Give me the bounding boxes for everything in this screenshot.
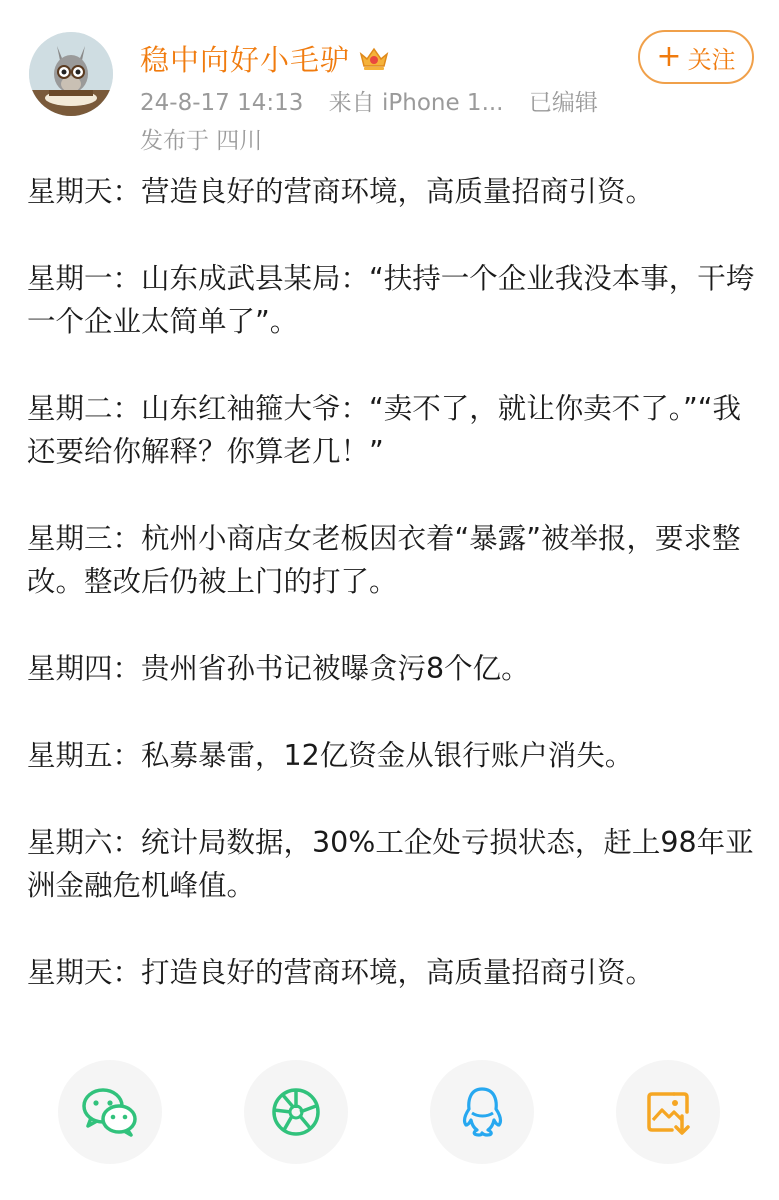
moments-icon	[270, 1086, 322, 1138]
post-paragraph: 星期二：山东红袖箍大爷：“卖不了，就让你卖不了。”“我还要给你解释？你算老几！”	[27, 392, 742, 468]
post-location: 发布于 四川	[140, 128, 263, 154]
post-paragraph: 星期一：山东成武县某局：“扶持一个企业我没本事，干垮一个企业太简单了”。	[27, 262, 755, 338]
post-body	[27, 170, 757, 1038]
share-bar	[0, 1060, 779, 1170]
save-image-icon	[644, 1088, 692, 1136]
share-qq-button[interactable]	[430, 1060, 534, 1164]
follow-button[interactable]	[638, 30, 754, 84]
post-paragraph: 星期天：打造良好的营商环境，高质量招商引资。	[27, 956, 655, 989]
post-meta	[140, 84, 616, 117]
avatar[interactable]	[29, 32, 113, 116]
post-paragraph: 星期四：贵州省孙书记被曝贪污8个亿。	[27, 652, 530, 685]
username[interactable]: 稳中向好小毛驴	[140, 42, 351, 77]
post-paragraph: 星期六：统计局数据，30%工企处亏损状态，赶上98年亚洲金融危机峰值。	[27, 826, 754, 902]
post-header	[0, 0, 779, 160]
wechat-icon	[81, 1086, 139, 1138]
post-paragraph: 星期天：营造良好的营商环境，高质量招商引资。	[27, 175, 655, 208]
crown-icon	[358, 44, 390, 72]
post-paragraph: 星期三：杭州小商店女老板因衣着“暴露”被举报，要求整改。整改后仍被上门的打了。	[27, 522, 741, 598]
follow-label: 关注	[687, 45, 736, 74]
share-wechat-button[interactable]	[58, 1060, 162, 1164]
username-row	[140, 38, 390, 78]
plus-icon: +	[656, 39, 682, 74]
post-time: 24-8-17 14:13	[140, 90, 304, 116]
avatar-image	[29, 32, 113, 116]
qq-icon	[459, 1085, 505, 1139]
save-image-button[interactable]	[616, 1060, 720, 1164]
post-paragraph: 星期五：私募暴雷，12亿资金从银行账户消失。	[27, 739, 634, 772]
edited-label[interactable]: 已编辑	[528, 90, 598, 116]
post-source: 来自 iPhone 1...	[328, 90, 504, 116]
share-moments-button[interactable]	[244, 1060, 348, 1164]
